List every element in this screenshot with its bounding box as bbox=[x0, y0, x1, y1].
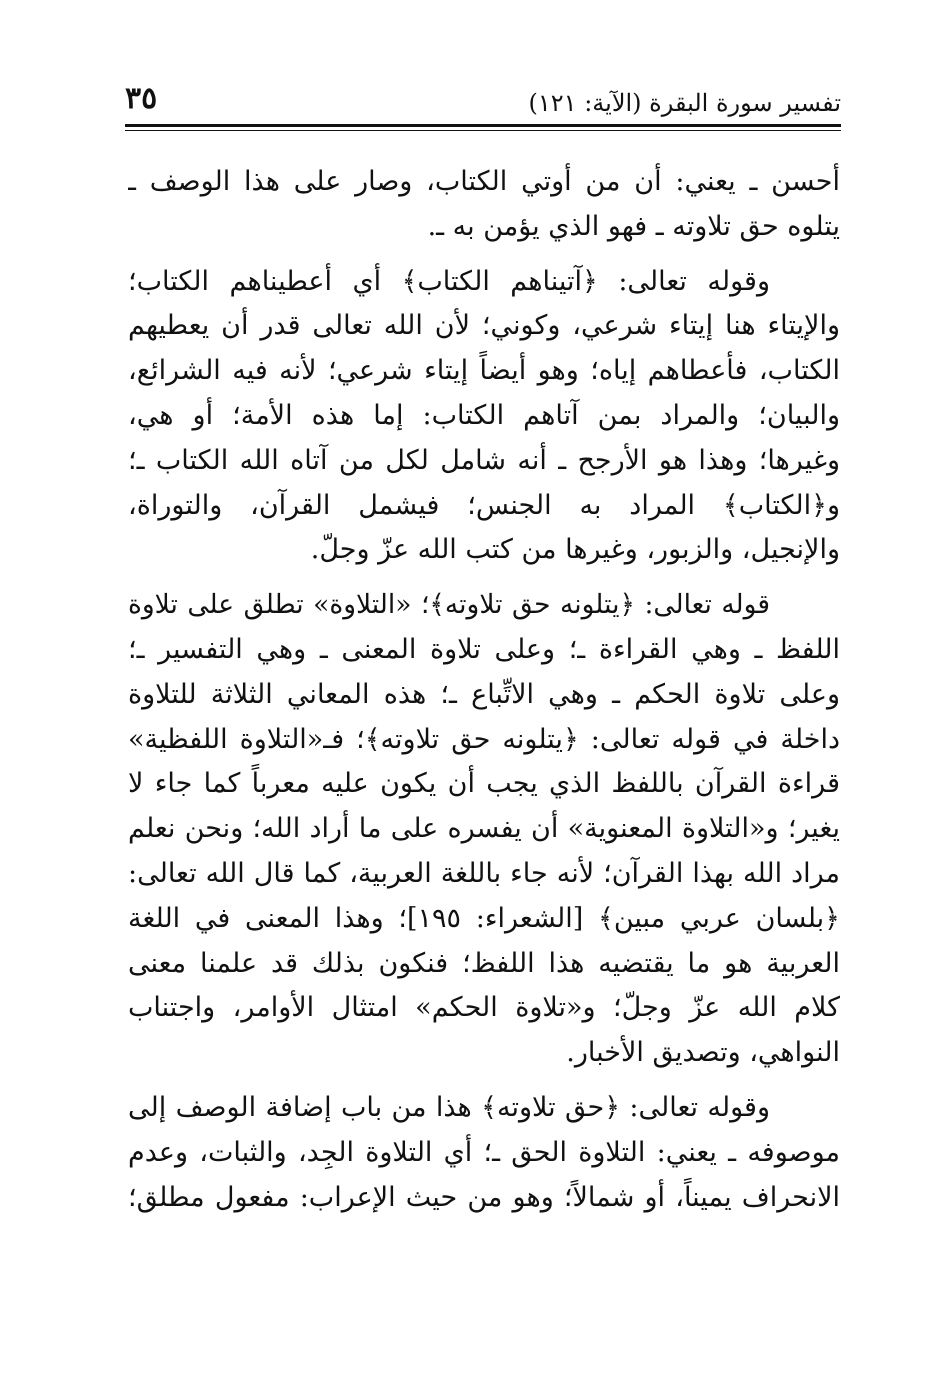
text-line: أحسن ـ يعني: أن من أوتي الكتاب، وصار على هذا الوصف ـ bbox=[128, 166, 840, 197]
text-line: كلام الله عزّ وجلّ؛ و«تلاوة الحكم» امتثال الأوامر، واجتناب bbox=[128, 992, 840, 1024]
text-line: ﴿بلسان عربي مبين﴾ [الشعراء: ١٩٥]؛ وهذا المعنى في اللغة bbox=[128, 902, 840, 934]
page-number: ٣٥ bbox=[125, 81, 158, 116]
paragraph bbox=[128, 583, 840, 1076]
text-line: وغيرها؛ وهذا هو الأرجح ـ أنه شامل لكل من آتاه الله الكتاب ـ؛ bbox=[128, 444, 840, 476]
text-line: وقوله تعالى: ﴿حق تلاوته﴾ هذا من باب إضافة الوصف إلى bbox=[128, 1091, 770, 1123]
text-line: الكتاب، فأعطاهم إياه؛ وهو أيضاً إيتاء شرعي؛ لأنه فيه الشرائع، bbox=[128, 355, 840, 387]
running-header bbox=[125, 80, 841, 124]
text-line: النواهي، وتصديق الأخبار. bbox=[566, 1037, 840, 1069]
text-line: والإنجيل، والزبور، وغيرها من كتب الله عزّ وجلّ. bbox=[310, 534, 840, 566]
text-line: قراءة القرآن باللفظ الذي يجب أن يكون عليه معرباً كما جاء لا bbox=[128, 768, 840, 800]
text-line: داخلة في قوله تعالى: ﴿يتلونه حق تلاوته﴾؛ فـ«التلاوة اللفظية» bbox=[128, 723, 840, 755]
text-line: وعلى تلاوة الحكم ـ وهي الاتِّباع ـ؛ هذه المعاني الثلاثة للتلاوة bbox=[128, 678, 840, 710]
text-line: الانحراف يميناً، أو شمالاً؛ وهو من حيث الإعراب: مفعول مطلق؛ bbox=[128, 1181, 840, 1213]
text-line: والإيتاء هنا إيتاء شرعي، وكوني؛ لأن الله تعالى قدر أن يعطيهم bbox=[128, 310, 840, 342]
text-line: يغير؛ و«التلاوة المعنوية» أن يفسره على ما أراد الله؛ ونحن نعلم bbox=[128, 813, 840, 845]
text-line: اللفظ ـ وهي القراءة ـ؛ وعلى تلاوة المعنى ـ وهي التفسير ـ؛ bbox=[128, 633, 840, 665]
text-line: قوله تعالى: ﴿يتلونه حق تلاوته﴾؛ «التلاوة» تطلق على تلاوة bbox=[128, 589, 770, 621]
text-line: وقوله تعالى: ﴿آتيناهم الكتاب﴾ أي أعطيناهم الكتاب؛ bbox=[128, 265, 770, 297]
text-line: يتلوه حق تلاوته ـ فهو الذي يؤمن به ـ. bbox=[427, 210, 840, 242]
paragraph bbox=[128, 260, 840, 574]
body-text bbox=[128, 160, 840, 1220]
header-rule-thin bbox=[125, 130, 841, 131]
running-header-title: تفسير سورة البقرة (الآية: ١٢١) bbox=[528, 89, 841, 117]
paragraph bbox=[128, 160, 840, 250]
header-rule-thick bbox=[125, 124, 841, 127]
text-line: والبيان؛ والمراد بمن آتاهم الكتاب: إما هذه الأمة؛ أو هي، bbox=[128, 399, 840, 431]
text-line: و﴿الكتاب﴾ المراد به الجنس؛ فيشمل القرآن، والتوراة، bbox=[128, 489, 840, 521]
paragraph bbox=[128, 1086, 840, 1220]
text-line: مراد الله بهذا القرآن؛ لأنه جاء باللغة العربية، كما قال الله تعالى: bbox=[128, 857, 840, 889]
text-line: موصوفه ـ يعني: التلاوة الحق ـ؛ أي التلاوة الجِد، والثبات، وعدم bbox=[128, 1136, 840, 1168]
text-line: العربية هو ما يقتضيه هذا اللفظ؛ فنكون بذلك قد علمنا معنى bbox=[128, 947, 840, 979]
